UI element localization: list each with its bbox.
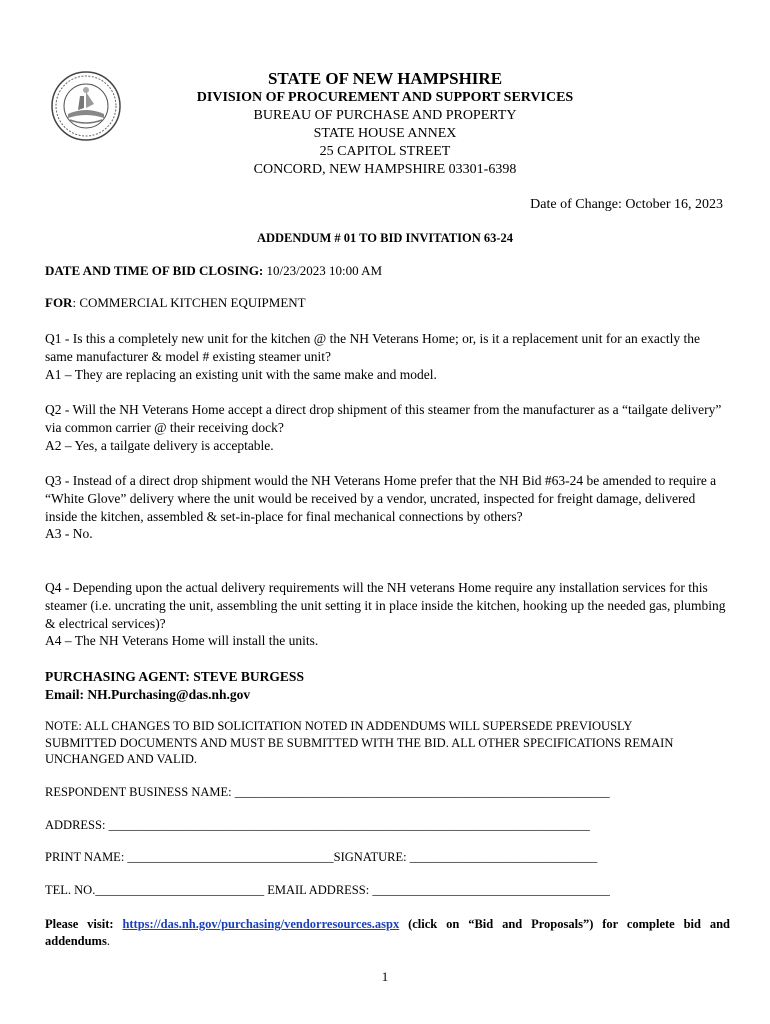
qa-block-4: [45, 579, 730, 650]
bid-closing-value: 10/23/2023 10:00 AM: [263, 263, 383, 278]
addendum-title: ADDENDUM # 01 TO BID INVITATION 63-24: [256, 231, 514, 245]
for-line: [45, 295, 306, 311]
bid-closing-label: DATE AND TIME OF BID CLOSING:: [45, 263, 264, 278]
visit-period: .: [106, 934, 110, 948]
answer: A4 – The NH Veterans Home will install the units.: [45, 633, 319, 649]
purchasing-agent: [45, 668, 304, 704]
question: Q3 - Instead of a direct drop shipment would the NH Veterans Home prefer that the NH Bid #63-24 be amended to require a “White Glove” delivery where the unit would be received by a vendor, uncrated, inspected for freight damage, delivered inside the kitchen, assembled & set-in-place for final mechanical connections by others?: [45, 473, 717, 524]
answer: A2 – Yes, a tailgate delivery is acceptable.: [45, 437, 274, 453]
page-number: 1: [381, 969, 389, 984]
qa-block-1: [45, 330, 730, 383]
agent-email: : NH.Purchasing@das.nh.gov: [79, 687, 251, 702]
state-seal-icon: [50, 70, 122, 142]
visit-suffix: (click on “Bid and Proposals”) for complete bid and addendums: [45, 917, 730, 948]
letterhead: [140, 68, 630, 179]
business-name-field[interactable]: RESPONDENT BUSINESS NAME: ____________________________________________________________: [45, 785, 610, 799]
question: Q2 - Will the NH Veterans Home accept a direct drop shipment of this steamer from the manufacturer as a “tailgate delivery” via common carrier @ their receiving dock?: [45, 402, 722, 435]
street-line: 25 CAPITOL STREET: [319, 144, 451, 159]
qa-block-2: [45, 401, 730, 454]
bureau-name: BUREAU OF PURCHASE AND PROPERTY: [253, 108, 517, 123]
date-of-change: Date of Change: October 16, 2023: [530, 197, 723, 212]
qa-block-3: [45, 472, 730, 543]
addendum-note: NOTE: ALL CHANGES TO BID SOLICITATION NOTED IN ADDENDUMS WILL SUPERSEDE PREVIOUSLY SUBMITTED DOCUMENTS AND MUST BE SUBMITTED WITH THE BID. ALL OTHER SPECIFICATIONS REMAIN UNCHANGED AND VALID.: [45, 719, 674, 766]
email-label: Email: [45, 687, 80, 702]
annex-line: STATE HOUSE ANNEX: [313, 126, 457, 141]
answer: A1 – They are replacing an existing unit with the same make and model.: [45, 366, 437, 382]
question: Q4 - Depending upon the actual delivery requirements will the NH veterans Home require any installation services for this steamer (i.e. uncrating the unit, assembling the unit setting it in place inside the kitchen, hooking up the needed gas, plumbing & electrical services)?: [45, 580, 726, 631]
city-line: CONCORD, NEW HAMPSHIRE 03301-6398: [253, 162, 517, 177]
agent-label: PURCHASING AGENT: [45, 669, 186, 684]
visit-prefix: Please visit:: [45, 917, 123, 931]
name-signature-field[interactable]: PRINT NAME: _________________________________SIGNATURE: ______________________________: [45, 850, 598, 864]
state-title: STATE OF NEW HAMPSHIRE: [267, 69, 503, 88]
division-name: DIVISION OF PROCUREMENT AND SUPPORT SERVICES: [196, 90, 574, 105]
for-label: FOR: [45, 295, 73, 310]
question: Q1 - Is this a completely new unit for the kitchen @ the NH Veterans Home; or, is it a replacement unit for an exactly the same manufacturer & model # existing steamer unit?: [45, 331, 700, 364]
answer: A3 - No.: [45, 526, 93, 542]
agent-name: : STEVE BURGESS: [185, 669, 304, 684]
bid-closing: [45, 263, 382, 279]
address-field[interactable]: ADDRESS: _____________________________________________________________________________: [45, 818, 590, 832]
vendor-resources-link[interactable]: https://das.nh.gov/purchasing/vendorresources.aspx: [122, 917, 400, 931]
visit-instructions: [45, 916, 730, 950]
tel-email-field[interactable]: TEL. NO.___________________________ EMAIL ADDRESS: ______________________________________: [45, 883, 610, 897]
for-value: : COMMERCIAL KITCHEN EQUIPMENT: [72, 295, 306, 310]
